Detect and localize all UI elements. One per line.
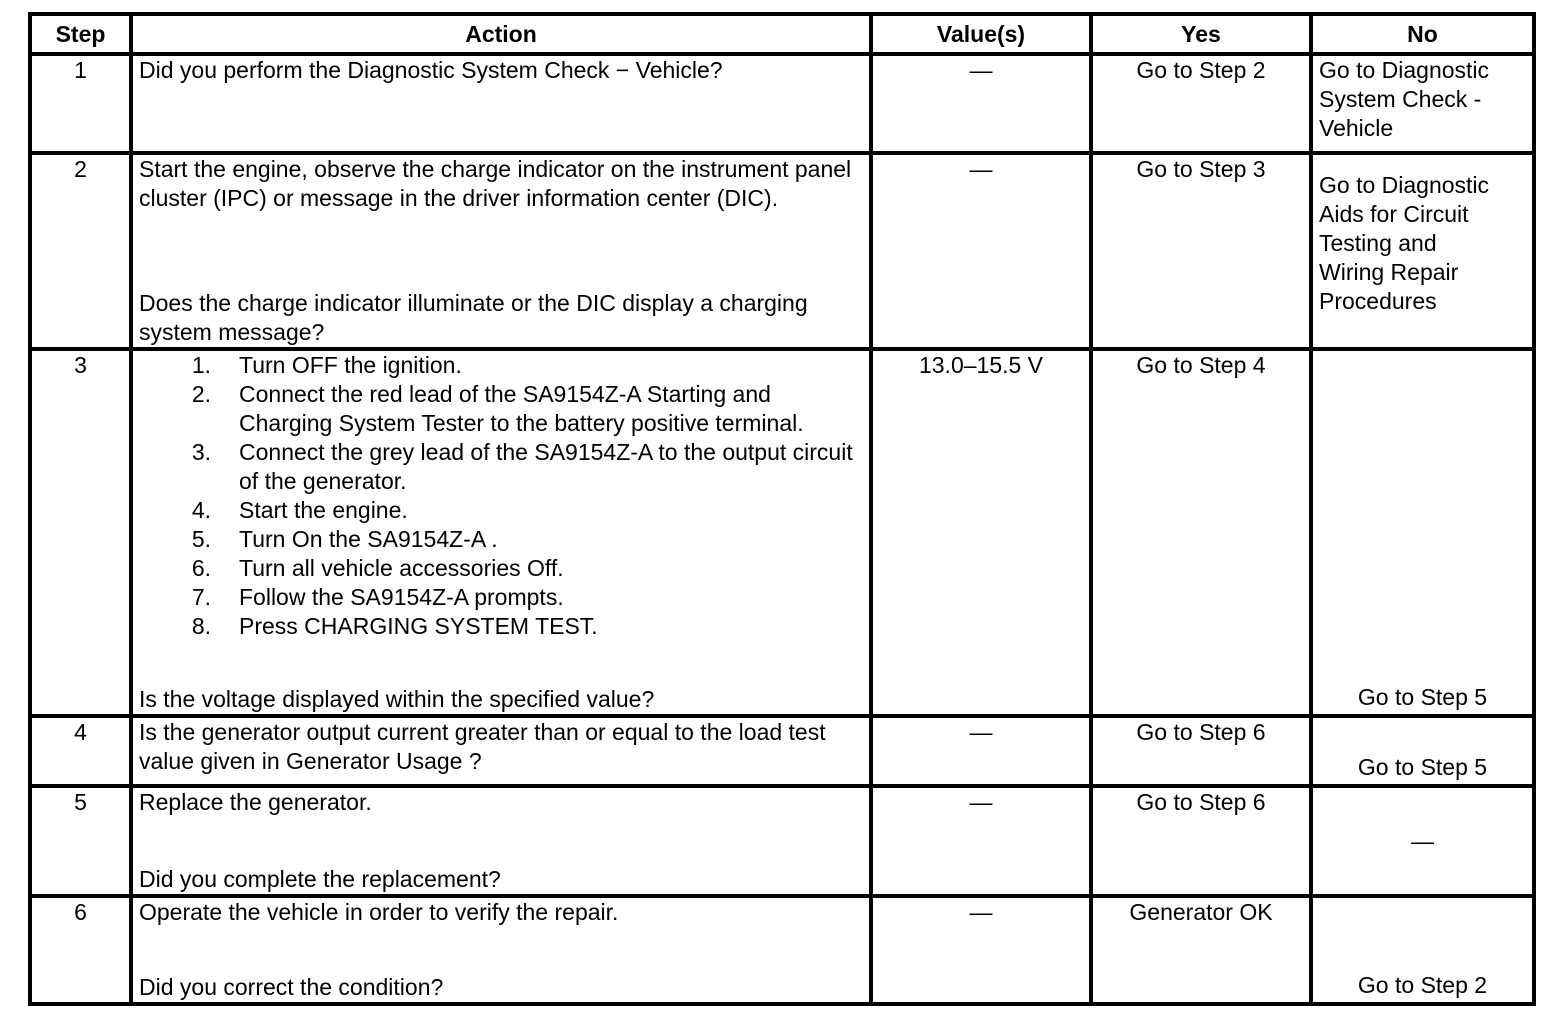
action-text: Replace the generator. — [139, 789, 372, 815]
value-cell: — — [871, 716, 1091, 786]
value-cell: 13.0–15.5 V — [871, 349, 1091, 716]
list-item: 1. Turn OFF the ignition. — [191, 352, 462, 378]
action-cell — [131, 896, 871, 1004]
value-cell: — — [871, 896, 1091, 1004]
action-cell — [131, 349, 871, 716]
table-row — [30, 349, 1534, 716]
no-cell: Go to Diagnostic System Check - Vehicle — [1311, 54, 1534, 153]
value-cell: — — [871, 153, 1091, 349]
action-question: Did you complete the replacement? — [139, 866, 501, 892]
action-question: Is the voltage displayed within the specified value? — [139, 686, 655, 712]
header-step: Step — [30, 14, 131, 54]
step-number: 4 — [30, 716, 131, 786]
yes-cell: Go to Step 4 — [1091, 349, 1311, 716]
action-text: Is the generator output current greater than or equal to the load test value given in Generator Usage ? — [139, 719, 826, 774]
action-question: Does the charge indicator illuminate or the DIC display a charging system message? — [139, 290, 808, 345]
header-values: Value(s) — [871, 14, 1091, 54]
value-cell: — — [871, 786, 1091, 896]
header-yes: Yes — [1091, 14, 1311, 54]
no-cell: Go to Step 5 — [1311, 349, 1534, 716]
action-cell — [131, 54, 871, 153]
no-cell: Go to Diagnostic Aids for Circuit Testing and Wiring Repair Procedures — [1311, 153, 1534, 349]
step-number: 1 — [30, 54, 131, 153]
step-number: 3 — [30, 349, 131, 716]
no-cell: Go to Step 2 — [1311, 896, 1534, 1004]
table-row — [30, 153, 1534, 349]
action-cell — [131, 153, 871, 349]
action-text: Operate the vehicle in order to verify the repair. — [139, 899, 619, 925]
yes-cell: Go to Step 3 — [1091, 153, 1311, 349]
header-row — [30, 14, 1534, 54]
table-row — [30, 716, 1534, 786]
step-number: 6 — [30, 896, 131, 1004]
diagnostic-table — [28, 12, 1536, 1006]
list-item: 3. Connect the grey lead of the SA9154Z-A to the output circuit of the generator. — [191, 439, 853, 494]
table-row — [30, 896, 1534, 1004]
list-item: 6. Turn all vehicle accessories Off. — [191, 555, 564, 581]
value-cell: — — [871, 54, 1091, 153]
list-item: 4. Start the engine. — [191, 497, 408, 523]
procedure-list — [139, 351, 863, 641]
yes-cell: Generator OK — [1091, 896, 1311, 1004]
table-row — [30, 54, 1534, 153]
action-question: Did you correct the condition? — [139, 974, 444, 1000]
yes-cell: Go to Step 2 — [1091, 54, 1311, 153]
no-cell: — — [1311, 786, 1534, 896]
list-item: 2. Connect the red lead of the SA9154Z-A Starting and Charging System Tester to the battery positive terminal. — [191, 381, 804, 436]
yes-cell: Go to Step 6 — [1091, 786, 1311, 896]
list-item: 5. Turn On the SA9154Z-A . — [191, 526, 498, 552]
action-cell — [131, 716, 871, 786]
list-item: 7. Follow the SA9154Z-A prompts. — [191, 584, 564, 610]
header-action: Action — [131, 14, 871, 54]
yes-cell: Go to Step 6 — [1091, 716, 1311, 786]
action-text: Start the engine, observe the charge indicator on the instrument panel cluster (IPC) or message in the driver information center (DIC). — [139, 156, 852, 211]
header-no: No — [1311, 14, 1534, 54]
action-cell — [131, 786, 871, 896]
action-text: Did you perform the Diagnostic System Check − Vehicle? — [139, 57, 723, 83]
step-number: 5 — [30, 786, 131, 896]
step-number: 2 — [30, 153, 131, 349]
table-row — [30, 786, 1534, 896]
no-cell: Go to Step 5 — [1311, 716, 1534, 786]
list-item: 8. Press CHARGING SYSTEM TEST. — [191, 613, 598, 639]
